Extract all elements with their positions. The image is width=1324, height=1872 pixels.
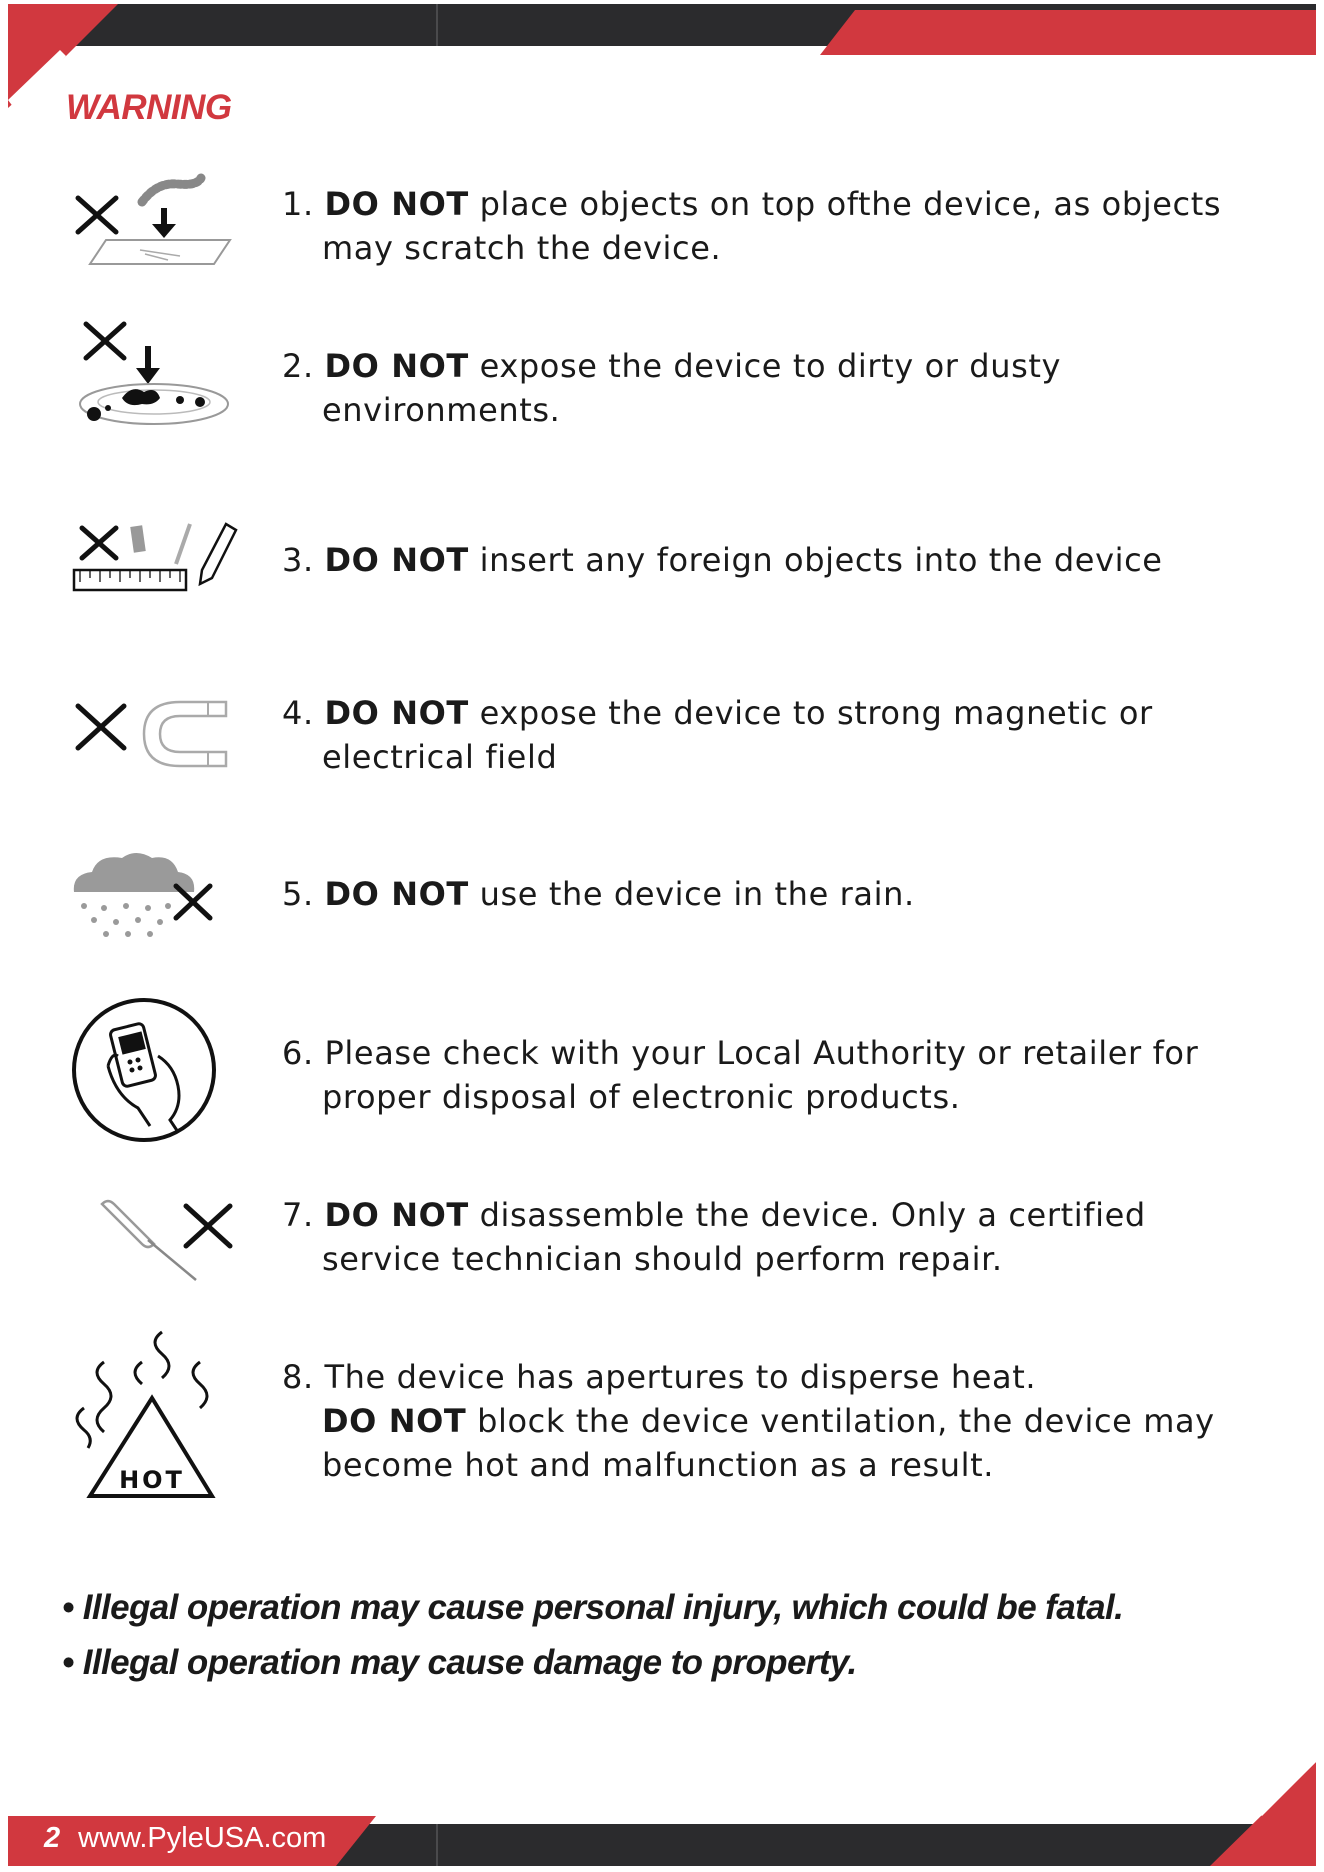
- warning-item-1: 1. DO NOT place objects on top ofthe device, as objects may scratch the device.: [282, 185, 1222, 267]
- warning-item-3: 3. DO NOT insert any foreign objects into the device: [282, 541, 1163, 579]
- warning-item-8: 8. The device has apertures to disperse heat. DO NOT block the device ventilation, the device may become hot and malfunction as a result.: [282, 1358, 1215, 1484]
- magnet-warning-icon: [70, 692, 235, 772]
- footer-url[interactable]: www.PyleUSA.com: [78, 1822, 327, 1854]
- warning-item-5: 5. DO NOT use the device in the rain.: [282, 875, 915, 913]
- scratch-warning-icon: [70, 172, 235, 272]
- warning-item-6: 6. Please check with your Local Authority or retailer for proper disposal of electronic products.: [282, 1034, 1199, 1116]
- warning-item-4: 4. DO NOT expose the device to strong magnetic or electrical field: [282, 694, 1153, 776]
- screwdriver-warning-icon: [96, 1196, 241, 1286]
- footer-band: [0, 1760, 1324, 1872]
- hot-label: HOT: [119, 1466, 185, 1494]
- warning-item-2: 2. DO NOT expose the device to dirty or dusty environments.: [282, 347, 1062, 429]
- rain-warning-icon: [68, 852, 228, 942]
- bullet-note: • Illegal operation may cause damage to property.: [62, 1643, 857, 1682]
- page-number: 2: [44, 1822, 61, 1854]
- hot-warning-icon: [72, 1328, 222, 1504]
- dust-warning-icon: [72, 318, 232, 428]
- bullet-note: • Illegal operation may cause personal injury, which could be fatal.: [62, 1588, 1124, 1627]
- footer: [44, 1822, 326, 1855]
- disposal-icon: [68, 996, 220, 1144]
- foreign-objects-icon: [70, 516, 240, 596]
- warning-item-7: 7. DO NOT disassemble the device. Only a certified service technician should perform repair.: [282, 1196, 1146, 1278]
- warning-title: WARNING: [66, 88, 232, 127]
